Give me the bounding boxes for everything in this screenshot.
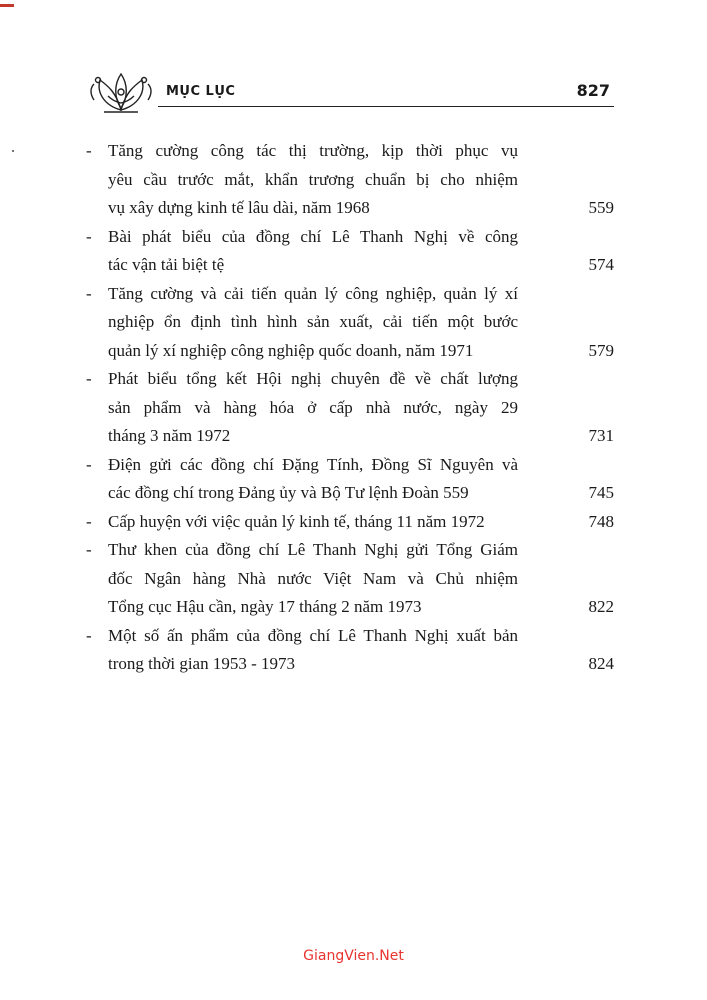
toc-entry-last-line: [108, 422, 614, 451]
toc-entry-text-line: tháng 3 năm 1972: [108, 426, 231, 445]
toc-entry-text-line: Điện gửi các đồng chí Đặng Tính, Đồng Sĩ Nguyên và: [108, 454, 518, 474]
toc-entry-text-line: Thư khen của đồng chí Lê Thanh Nghị gửi Tổng Giám: [108, 540, 518, 559]
toc-entry[interactable]: [86, 365, 614, 451]
toc-entry-text-line: Cấp huyện với việc quản lý kinh tế, tháng 11 năm 1972: [108, 511, 485, 531]
toc-entry-page-number: 574: [588, 255, 614, 274]
page-number: 827: [576, 81, 610, 100]
watermark-text: GiangVien.Net: [303, 948, 404, 964]
header-divider: [158, 106, 614, 107]
toc-entry[interactable]: [86, 137, 614, 223]
toc-entry-text-line: Tăng cường công tác thị trường, kịp thời phục vụ: [108, 141, 518, 160]
page-header: [86, 70, 614, 118]
toc-entry-text-line: nghiệp ổn định tình hình sản xuất, cải tiến một bước: [108, 312, 518, 331]
lotus-ornament-icon: [86, 70, 156, 114]
toc-entry[interactable]: [86, 223, 614, 280]
toc-entry-page-number: 745: [588, 483, 614, 502]
scan-speck: [12, 150, 14, 152]
toc-entry-last-line: [108, 508, 614, 537]
toc-entry[interactable]: [86, 508, 614, 537]
toc-entry-text-line: quản lý xí nghiệp công nghiệp quốc doanh, năm 1971: [108, 340, 474, 360]
toc-entry-text-line: Tăng cường và cải tiến quản lý công nghiệp, quản lý xí: [108, 283, 518, 303]
toc-entry-text-line: Một số ấn phẩm của đồng chí Lê Thanh Nghị xuất bản: [108, 625, 518, 645]
toc-entry-text-line: Phát biểu tổng kết Hội nghị chuyên đề về chất lượng: [108, 369, 518, 388]
toc-entry[interactable]: [86, 622, 614, 679]
toc-entry-last-line: [108, 650, 614, 679]
toc-entry[interactable]: [86, 536, 614, 622]
bullet-dash: -: [86, 540, 92, 559]
toc-entry-last-line: [108, 593, 614, 622]
toc-entry-text-line: vụ xây dựng kinh tế lâu dài, năm 1968: [108, 198, 370, 217]
toc-entry[interactable]: [86, 280, 614, 366]
toc-entry-text-line: các đồng chí trong Đảng ủy và Bộ Tư lệnh Đoàn 559: [108, 483, 469, 502]
page-title: MỤC LỤC: [166, 84, 236, 99]
bullet-dash: -: [86, 511, 92, 531]
bullet-dash: -: [86, 226, 92, 246]
toc-entry-page-number: 559: [588, 198, 614, 217]
table-of-contents: [86, 137, 614, 679]
toc-entry-text-line: tác vận tải biệt tệ: [108, 255, 225, 274]
bullet-dash: -: [86, 454, 92, 474]
bullet-dash: -: [86, 369, 92, 388]
toc-entry-text-line: sản phẩm và hàng hóa ở cấp nhà nước, ngày 29: [108, 397, 518, 417]
toc-entry-text-line: Tổng cục Hậu cần, ngày 17 tháng 2 năm 1973: [108, 597, 422, 616]
toc-entry-text-line: Bài phát biểu của đồng chí Lê Thanh Nghị về công: [108, 226, 518, 246]
scan-corner-mark: [0, 4, 14, 7]
toc-entry-last-line: [108, 194, 614, 223]
toc-entry-page-number: 824: [588, 654, 614, 673]
toc-entry[interactable]: [86, 451, 614, 508]
toc-entry-page-number: 822: [588, 597, 614, 616]
bullet-dash: -: [86, 283, 92, 303]
bullet-dash: -: [86, 141, 92, 160]
toc-entry-text-line: đốc Ngân hàng Nhà nước Việt Nam và Chủ nhiệm: [108, 568, 518, 588]
toc-entry-text-line: yêu cầu trước mắt, khẩn trương chuẩn bị cho nhiệm: [108, 169, 518, 189]
toc-entry-last-line: [108, 479, 614, 508]
toc-entry-last-line: [108, 251, 614, 280]
bullet-dash: -: [86, 625, 92, 645]
toc-entry-page-number: 579: [588, 340, 614, 360]
toc-entry-last-line: [108, 337, 614, 366]
toc-entry-page-number: 748: [588, 511, 614, 531]
toc-entry-text-line: trong thời gian 1953 - 1973: [108, 654, 295, 673]
toc-entry-page-number: 731: [588, 426, 614, 445]
